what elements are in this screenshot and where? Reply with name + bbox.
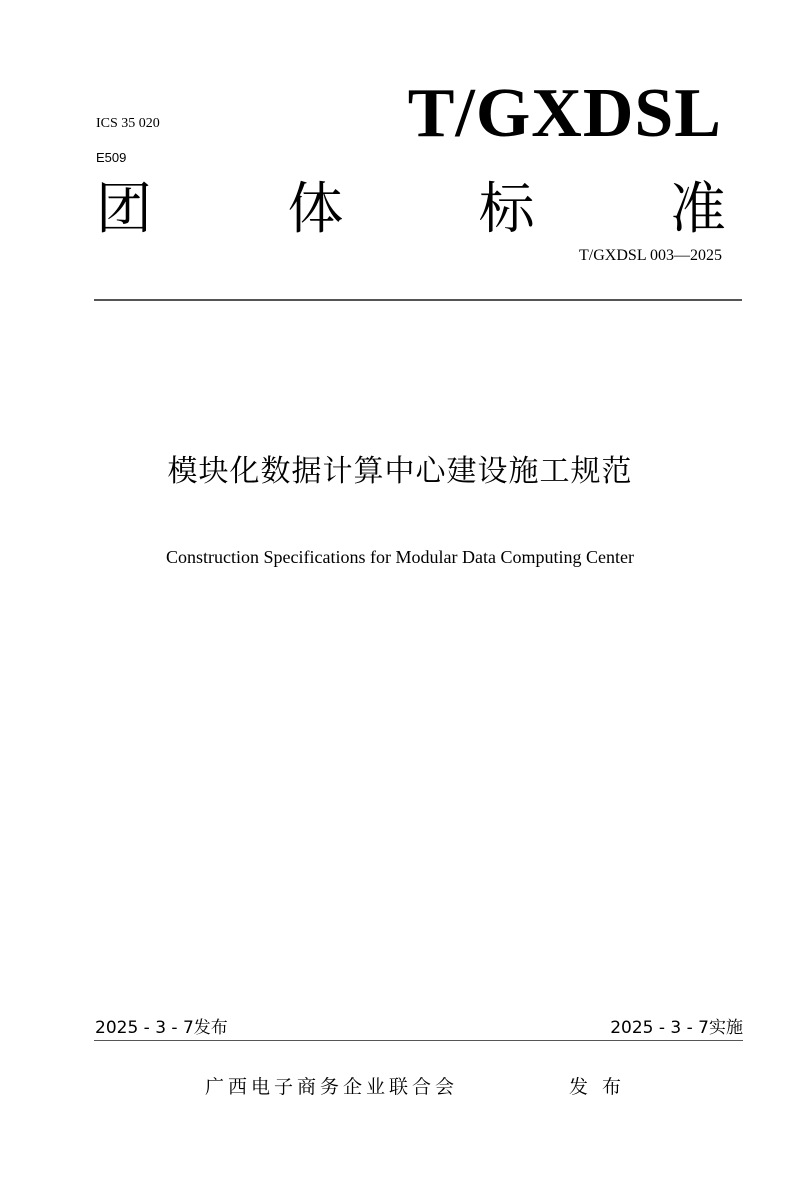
- implement-date: 2025 - 3 - 7实施: [610, 1018, 743, 1038]
- standard-type-char: 体: [287, 177, 344, 242]
- footer-divider: [94, 1040, 743, 1041]
- ccs-code: E509: [96, 150, 127, 165]
- document-title-chinese: 模块化数据计算中心建设施工规范: [167, 454, 633, 489]
- publish-date: 2025 - 3 - 7发布: [95, 1018, 228, 1038]
- standard-type-char: 标: [478, 177, 535, 242]
- issuer-line: [205, 1072, 625, 1099]
- issuer-name: 广西电子商务企业联合会: [205, 1076, 459, 1098]
- header-divider: [94, 299, 742, 301]
- document-title-english: Construction Specifications for Modular Data Computing Center: [166, 547, 634, 567]
- standard-type-char: 准: [669, 177, 726, 242]
- ics-code: ICS 35 020: [96, 116, 160, 131]
- standard-logo-code: T/GXDSL: [407, 75, 722, 152]
- issuer-action: 发 布: [568, 1076, 625, 1098]
- standard-number: T/GXDSL 003—2025: [579, 247, 722, 264]
- date-row: [95, 1013, 743, 1038]
- standard-type-heading: [96, 176, 726, 244]
- standard-type-char: 团: [96, 177, 152, 242]
